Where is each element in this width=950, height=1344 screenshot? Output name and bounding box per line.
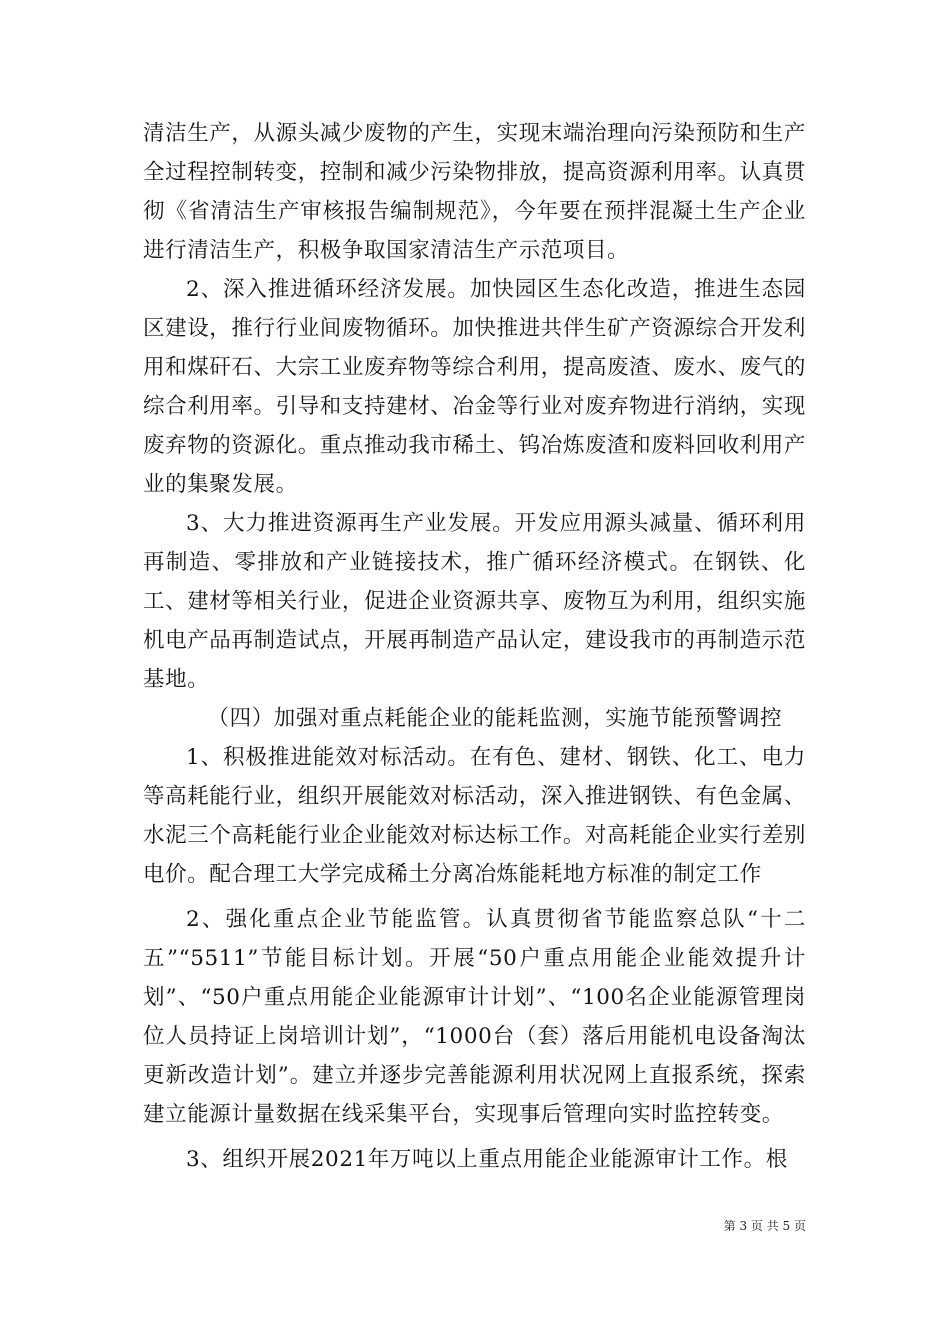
paragraph-clean-production: 清洁生产，从源头减少废物的产生，实现末端治理向污染预防和生产全过程控制转变，控制和减少污染物排放，提高资源利用率。认真贯彻《省清洁生产审核报告编制规范》，今年要在预拌混凝土生产企业进行清洁生产，积极争取国家清洁生产示范项目。 [143, 121, 807, 263]
paragraph-efficiency-benchmarking: 1、积极推进能效对标活动。在有色、建材、钢铁、化工、电力等高耗能行业，组织开展能效对标活动，深入推进钢铁、有色金属、水泥三个高耗能行业企业能效对标达标工作。对高耗能企业实行差别电价。配合理工大学完成稀土分离冶炼能耗地方标准的制定工作 [143, 745, 807, 887]
document-body [143, 114, 806, 1179]
paragraph-circular-economy: 2、深入推进循环经济发展。加快园区生态化改造，推进生态园区建设，推行行业间废物循环。加快推进共伴生矿产资源综合开发利用和煤矸石、大宗工业废弃物等综合利用，提高废渣、废水、废气的综合利用率。引导和支持建材、冶金等行业对废弃物进行消纳，实现废弃物的资源化。重点推动我市稀土、钨冶炼废渣和废料回收利用产业的集聚发展。 [143, 277, 807, 497]
paragraph-resource-recycling: 3、大力推进资源再生产业发展。开发应用源头减量、循环利用再制造、零排放和产业链接技术，推广循环经济模式。在钢铁、化工、建材等相关行业，促进企业资源共享、废物互为利用，组织实施机电产品再制造试点，开展再制造产品认定，建设我市的再制造示范基地。 [143, 511, 807, 692]
paragraph-energy-audit: 3、组织开展2021年万吨以上重点用能企业能源审计工作。根 [186, 1147, 788, 1172]
paragraph-energy-supervision: 2、强化重点企业节能监管。认真贯彻省节能监察总队“十二五”“5511”节能目标计划。开展“50户重点用能企业能效提升计划”、“50户重点用能企业能源审计计划”、“100名企业能源管理岗位人员持证上岗培训计划”，“1000台（套）落后用能机电设备淘汰更新改造计划”。建立并逐步完善能源利用状况网上直报系统，探索建立能源计量数据在线采集平台，实现事后管理向实时监控转变。 [143, 907, 806, 1127]
page-number-footer: 第 3 页 共 5 页 [723, 1219, 806, 1233]
section-heading-energy-monitoring: （四）加强对重点耗能企业的能耗监测，实施节能预警调控 [207, 706, 783, 731]
